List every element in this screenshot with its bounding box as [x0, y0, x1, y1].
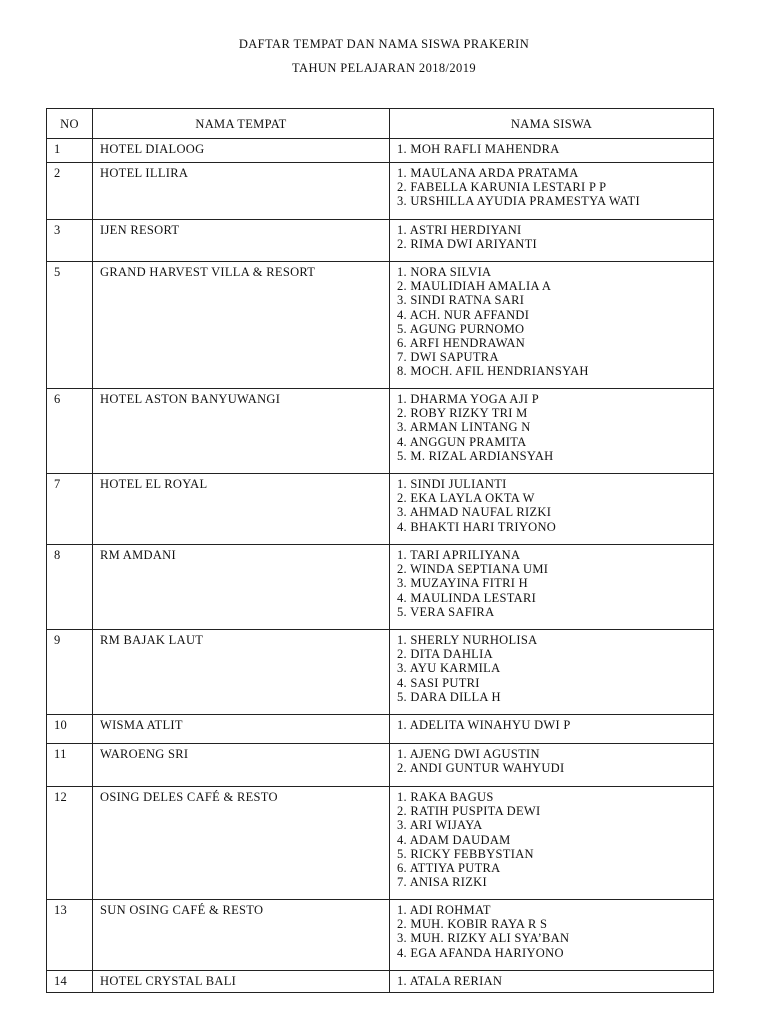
student-name: 2. ROBY RIZKY TRI M	[397, 406, 528, 421]
row-number: 6	[47, 389, 93, 474]
placement-table	[46, 108, 714, 993]
row-number: 10	[47, 715, 93, 744]
table-row	[47, 744, 714, 787]
student-name: 2. RIMA DWI ARIYANTI	[397, 237, 538, 252]
student-name: 1. MAULANA ARDA PRATAMA	[397, 166, 579, 180]
student-name: 7. ANISA RIZKI	[397, 875, 487, 890]
place-name: HOTEL CRYSTAL BALI	[93, 971, 390, 993]
student-name: 6. ATTIYA PUTRA	[397, 861, 501, 876]
row-number: 12	[47, 787, 93, 900]
student-name: 2. WINDA SEPTIANA UMI	[397, 562, 549, 577]
student-name: 2. RATIH PUSPITA DEWI	[397, 804, 541, 819]
student-list	[390, 139, 714, 163]
place-name: HOTEL EL ROYAL	[93, 474, 390, 545]
student-name: 1. ADELITA WINAHYU DWI P	[397, 718, 571, 732]
place-name: IJEN RESORT	[93, 220, 390, 262]
table-row	[47, 474, 714, 545]
student-name: 2. ANDI GUNTUR WAHYUDI	[397, 761, 565, 776]
student-name: 5. VERA SAFIRA	[397, 604, 495, 619]
student-name: 1. RAKA BAGUS	[397, 790, 494, 804]
student-name: 1. ASTRI HERDIYANI	[397, 223, 522, 237]
student-list	[390, 744, 714, 787]
student-name: 3. ARI WIJAYA	[397, 818, 483, 833]
place-name: WISMA ATLIT	[93, 715, 390, 744]
row-number: 3	[47, 220, 93, 262]
student-name: 3. AHMAD NAUFAL RIZKI	[397, 505, 552, 520]
student-list	[390, 474, 714, 545]
student-name: 1. NORA SILVIA	[397, 265, 492, 279]
student-name: 4. ANGGUN PRAMITA	[397, 434, 527, 449]
row-number: 7	[47, 474, 93, 545]
student-list	[390, 389, 714, 474]
student-name: 5. RICKY FEBBYSTIAN	[397, 846, 534, 861]
student-name: 3. AYU KARMILA	[397, 661, 501, 676]
place-name: HOTEL DIALOOG	[93, 139, 390, 163]
header-no: NO	[47, 109, 93, 139]
table-body	[47, 139, 714, 993]
student-name: 3. MUH. RIZKY ALI SYA’BAN	[397, 931, 570, 946]
place-name: SUN OSING CAFÉ & RESTO	[93, 900, 390, 971]
student-list	[390, 971, 714, 993]
student-name: 5. M. RIZAL ARDIANSYAH	[397, 448, 554, 463]
student-name: 4. MAULINDA LESTARI	[397, 590, 537, 605]
student-name: 3. ARMAN LINTANG N	[397, 420, 531, 435]
table-header-row	[47, 109, 714, 139]
table-row	[47, 787, 714, 900]
student-name: 1. SINDI JULIANTI	[397, 477, 507, 491]
table-row	[47, 389, 714, 474]
row-number: 2	[47, 163, 93, 220]
student-list	[390, 787, 714, 900]
student-list	[390, 262, 714, 389]
row-number: 13	[47, 900, 93, 971]
student-name: 3. MUZAYINA FITRI H	[397, 576, 528, 591]
row-number: 5	[47, 262, 93, 389]
student-name: 4. EGA AFANDA HARIYONO	[397, 945, 564, 960]
student-name: 2. MUH. KOBIR RAYA R S	[397, 917, 548, 932]
place-name: WAROENG SRI	[93, 744, 390, 787]
student-name: 4. ACH. NUR AFFANDI	[397, 307, 530, 322]
table-row	[47, 971, 714, 993]
table-row	[47, 715, 714, 744]
student-list	[390, 900, 714, 971]
student-name: 1. DHARMA YOGA AJI P	[397, 392, 540, 406]
place-name: HOTEL ILLIRA	[93, 163, 390, 220]
student-name: 2. EKA LAYLA OKTA W	[397, 491, 535, 506]
table-row	[47, 220, 714, 262]
student-name: 2. DITA DAHLIA	[397, 647, 493, 662]
student-list	[390, 220, 714, 262]
table-row	[47, 163, 714, 220]
place-name: OSING DELES CAFÉ & RESTO	[93, 787, 390, 900]
student-name: 5. DARA DILLA H	[397, 689, 501, 704]
student-name: 1. ADI ROHMAT	[397, 903, 491, 917]
student-name: 3. SINDI RATNA SARI	[397, 293, 525, 308]
student-name: 3. URSHILLA AYUDIA PRAMESTYA WATI	[397, 194, 640, 209]
row-number: 1	[47, 139, 93, 163]
place-name: RM BAJAK LAUT	[93, 630, 390, 715]
student-list	[390, 545, 714, 630]
row-number: 14	[47, 971, 93, 993]
student-name: 6. ARFI HENDRAWAN	[397, 336, 526, 351]
student-list	[390, 630, 714, 715]
row-number: 9	[47, 630, 93, 715]
header-place: NAMA TEMPAT	[93, 109, 390, 139]
student-list	[390, 163, 714, 220]
place-name: RM AMDANI	[93, 545, 390, 630]
table-row	[47, 900, 714, 971]
table-row	[47, 545, 714, 630]
table-row	[47, 630, 714, 715]
student-name: 1. SHERLY NURHOLISA	[397, 633, 538, 647]
table-row	[47, 139, 714, 163]
place-name: HOTEL ASTON BANYUWANGI	[93, 389, 390, 474]
row-number: 8	[47, 545, 93, 630]
student-name: 4. ADAM DAUDAM	[397, 832, 511, 847]
student-name: 2. FABELLA KARUNIA LESTARI P P	[397, 180, 607, 195]
row-number: 11	[47, 744, 93, 787]
document-subtitle: TAHUN PELAJARAN 2018/2019	[292, 61, 476, 75]
student-name: 1. TARI APRILIYANA	[397, 548, 521, 562]
student-name: 7. DWI SAPUTRA	[397, 350, 499, 365]
header-students: NAMA SISWA	[390, 109, 714, 139]
student-list	[390, 715, 714, 744]
table-row	[47, 262, 714, 389]
place-name: GRAND HARVEST VILLA & RESORT	[93, 262, 390, 389]
document-title: DAFTAR TEMPAT DAN NAMA SISWA PRAKERIN	[238, 37, 530, 51]
student-name: 8. MOCH. AFIL HENDRIANSYAH	[397, 364, 589, 379]
student-name: 5. AGUNG PURNOMO	[397, 321, 525, 336]
student-name: 2. MAULIDIAH AMALIA A	[397, 279, 552, 294]
student-name: 1. ATALA RERIAN	[397, 974, 503, 988]
student-name: 4. BHAKTI HARI TRIYONO	[397, 519, 557, 534]
student-name: 4. SASI PUTRI	[397, 675, 480, 690]
student-name: 1. AJENG DWI AGUSTIN	[397, 747, 540, 761]
student-name: 1. MOH RAFLI MAHENDRA	[397, 142, 560, 156]
